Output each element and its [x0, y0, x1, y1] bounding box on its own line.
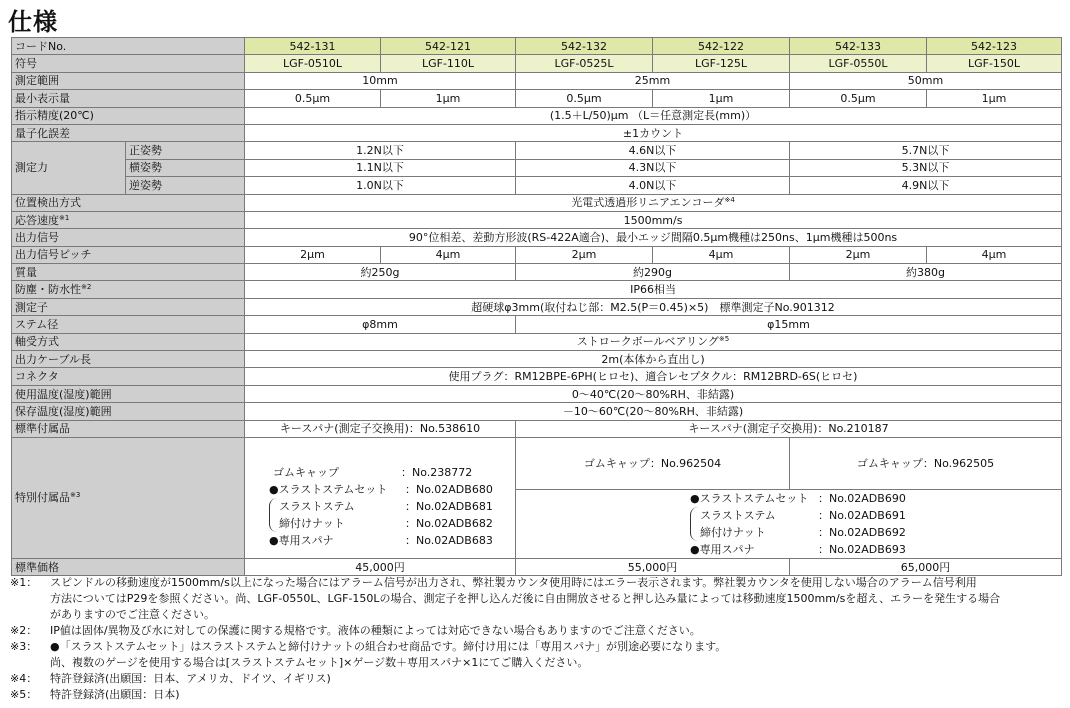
- output-cell: 90°位相差、差動方形波(RS-422A適合)、最小エッジ間隔0.5μm機種は250ns、1μm機種は500ns: [245, 229, 1062, 246]
- label-symbol: 符号: [12, 55, 245, 72]
- resolution-cell: 1μm: [927, 90, 1062, 107]
- footnote-text: ●「スラストステムセット」はスラストステムと締付けナットの組合わせ商品です。締付け用には「専用スパナ」が別途必要になります。: [50, 640, 727, 653]
- detection-text: 光電式透過形リニアエンコーダ: [571, 196, 725, 210]
- code-cell: 542-123: [927, 38, 1062, 55]
- row-pitch: [12, 246, 1062, 263]
- pitch-cell: 4μm: [653, 246, 790, 263]
- code-cell: 542-131: [245, 38, 381, 55]
- spec-table: [11, 37, 1062, 576]
- acc-line: ●専用スパナ ：No.02ADB693: [690, 542, 906, 556]
- row-force-up: [12, 142, 1062, 159]
- mass-cell: 約380g: [790, 264, 1062, 281]
- price-cell: 55,000円: [516, 558, 790, 575]
- row-quantization: [12, 124, 1062, 141]
- resolution-cell: 0.5μm: [790, 90, 927, 107]
- label-cable: 出力ケーブル長: [12, 351, 245, 368]
- code-cell: 542-133: [790, 38, 927, 55]
- resolution-cell: 1μm: [381, 90, 516, 107]
- force-cell: 1.2N以下: [245, 142, 516, 159]
- row-price: [12, 558, 1062, 575]
- row-detection: [12, 194, 1062, 211]
- force-cell: 4.3N以下: [516, 159, 790, 176]
- pitch-cell: 2μm: [245, 246, 381, 263]
- note-ref: ※1: [59, 213, 70, 222]
- acc-line: ●専用スパナ ：No.02ADB683: [269, 534, 493, 548]
- label-response-text: 応答速度: [15, 213, 59, 227]
- connector-cell: 使用プラグ：RM12BPE-6PH(ヒロセ)、適合レセプタクル：RM12BRD-6S(ヒロセ): [245, 368, 1062, 385]
- contact-cell: 超硬球φ3mm(取付ねじ部：M2.5(P＝0.45)×5) 標準測定子No.901312: [245, 298, 1062, 315]
- row-range: [12, 72, 1062, 89]
- label-ip: [12, 281, 245, 298]
- footnote-1-cont: [10, 607, 1065, 623]
- symbol-cell: LGF-0510L: [245, 55, 381, 72]
- label-stem: ステム径: [12, 316, 245, 333]
- bearing-text: ストロークボールベアリング: [576, 335, 719, 349]
- force-cell: 5.7N以下: [790, 142, 1062, 159]
- footnotes: [10, 575, 1065, 703]
- label-pitch: 出力信号ピッチ: [12, 246, 245, 263]
- force-cell: 4.0N以下: [516, 177, 790, 194]
- force-cell: 4.9N以下: [790, 177, 1062, 194]
- page-title: 仕様: [8, 8, 58, 36]
- pitch-cell: 2μm: [516, 246, 653, 263]
- row-opt-acc: [12, 437, 1062, 489]
- opt-acc-group1: [245, 437, 516, 558]
- footnote-text: IP値は固体/異物及び水に対しての保護に関する規格です。液体の種類によっては対応できない場合もありますのでご注意ください。: [50, 624, 701, 637]
- footnote-text: がありますのでご注意ください。: [50, 608, 215, 621]
- detection-cell: [245, 194, 1062, 211]
- footnote-text: 尚、複数のゲージを使用する場合は[スラストステムセット]×ゲージ数＋専用スパナ×1にてご購入ください。: [50, 656, 589, 669]
- label-resolution: 最小表示量: [12, 90, 245, 107]
- label-force-down: 逆姿勢: [126, 177, 245, 194]
- footnote-1-cont: [10, 591, 1065, 607]
- stem-cell: φ8mm: [245, 316, 516, 333]
- acc-line: ●スラストステムセット ：No.02ADB680: [269, 483, 493, 497]
- footnote-text: スピンドルの移動速度が1500mm/s以上になった場合にはアラーム信号が出力され、弊社製カウンタ使用時にはエラー表示されます。弊社製カウンタを使用しない場合のアラーム信号利用: [50, 576, 977, 589]
- row-resolution: [12, 90, 1062, 107]
- op-temp-cell: 0〜40℃(20〜80%RH、非結露): [245, 385, 1062, 402]
- response-cell: 1500mm/s: [245, 211, 1062, 228]
- label-price: 標準価格: [12, 558, 245, 575]
- label-response: [12, 211, 245, 228]
- pitch-cell: 4μm: [381, 246, 516, 263]
- footnote-1: [10, 575, 1065, 591]
- label-bearing: 軸受方式: [12, 333, 245, 350]
- label-range: 測定範囲: [12, 72, 245, 89]
- force-cell: 1.0N以下: [245, 177, 516, 194]
- mass-cell: 約250g: [245, 264, 516, 281]
- footnote-3: [10, 639, 1065, 655]
- resolution-cell: 1μm: [653, 90, 790, 107]
- footnote-text: 特許登録済(出願国：日本、アメリカ、ドイツ、イギリス): [50, 672, 331, 685]
- bearing-cell: [245, 333, 1062, 350]
- label-force-side: 横姿勢: [126, 159, 245, 176]
- note-ref: ※5: [718, 335, 730, 344]
- footnote-tag: ※1：: [10, 576, 38, 589]
- label-accuracy: 指示精度(20℃): [12, 107, 245, 124]
- range-cell: 25mm: [516, 72, 790, 89]
- symbol-cell: LGF-150L: [927, 55, 1062, 72]
- row-accuracy: [12, 107, 1062, 124]
- pitch-cell: 2μm: [790, 246, 927, 263]
- footnote-text: 特許登録済(出願国：日本): [50, 688, 180, 701]
- symbol-cell: LGF-0525L: [516, 55, 653, 72]
- row-connector: [12, 368, 1062, 385]
- symbol-cell: LGF-125L: [653, 55, 790, 72]
- row-std-acc: [12, 420, 1062, 437]
- price-cell: 45,000円: [245, 558, 516, 575]
- code-cell: 542-122: [653, 38, 790, 55]
- label-contact: 測定子: [12, 298, 245, 315]
- std-acc-cell: キースパナ(測定子交換用)：No.538610: [245, 420, 516, 437]
- st-temp-cell: －10〜60℃(20〜80%RH、非結露): [245, 403, 1062, 420]
- label-connector: コネクタ: [12, 368, 245, 385]
- resolution-cell: 0.5μm: [245, 90, 381, 107]
- label-mass: 質量: [12, 264, 245, 281]
- row-op-temp: [12, 385, 1062, 402]
- note-ref: ※4: [724, 196, 735, 205]
- label-op-temp: 使用温度(湿度)範囲: [12, 385, 245, 402]
- code-cell: 542-132: [516, 38, 653, 55]
- force-cell: 4.6N以下: [516, 142, 790, 159]
- acc-line: スラストステム ：No.02ADB691: [700, 508, 906, 522]
- footnote-2: [10, 623, 1065, 639]
- label-quantization: 量子化誤差: [12, 124, 245, 141]
- footnote-5: [10, 687, 1065, 703]
- symbol-cell: LGF-110L: [381, 55, 516, 72]
- footnote-4: [10, 671, 1065, 687]
- row-response: [12, 211, 1062, 228]
- label-opt-acc-text: 特別付属品: [15, 491, 70, 505]
- row-bearing: [12, 333, 1062, 350]
- std-acc-cell: キースパナ(測定子交換用)：No.210187: [516, 420, 1062, 437]
- symbol-cell: LGF-0550L: [790, 55, 927, 72]
- cable-cell: 2m(本体から直出し): [245, 351, 1062, 368]
- acc-line: 締付けナット ：No.02ADB692: [700, 525, 906, 539]
- label-detection: 位置検出方式: [12, 194, 245, 211]
- pitch-cell: 4μm: [927, 246, 1062, 263]
- row-contact: [12, 298, 1062, 315]
- row-force-down: [12, 177, 1062, 194]
- row-ip: [12, 281, 1062, 298]
- row-code: [12, 38, 1062, 55]
- range-cell: 10mm: [245, 72, 516, 89]
- acc-line: 締付けナット ：No.02ADB682: [279, 517, 493, 531]
- label-st-temp: 保存温度(湿度)範囲: [12, 403, 245, 420]
- ip-cell: IP66相当: [245, 281, 1062, 298]
- footnote-tag: ※2：: [10, 624, 38, 637]
- acc-line: ゴムキャップ ：No.238772: [273, 466, 473, 480]
- acc-line: ●スラストステムセット ：No.02ADB690: [690, 491, 906, 505]
- footnote-3-cont: [10, 655, 1065, 671]
- note-ref: ※2: [81, 283, 92, 292]
- bracket-shape: [269, 498, 277, 532]
- bracket-group: [269, 498, 512, 532]
- price-cell: 65,000円: [790, 558, 1062, 575]
- opt-acc-cap2: ゴムキャップ：No.962504: [516, 437, 790, 489]
- bracket-shape: [690, 507, 698, 541]
- opt-acc-cap3: ゴムキャップ：No.962505: [790, 437, 1062, 489]
- label-ip-text: 防塵・防水性: [15, 283, 81, 297]
- accuracy-cell: (1.5＋L/50)μm （L＝任意測定長(mm)）: [245, 107, 1062, 124]
- footnote-tag: ※4：: [10, 672, 38, 685]
- force-cell: 5.3N以下: [790, 159, 1062, 176]
- label-output: 出力信号: [12, 229, 245, 246]
- row-force-side: [12, 159, 1062, 176]
- label-force-up: 正姿勢: [126, 142, 245, 159]
- label-force: 測定力: [12, 142, 126, 194]
- force-cell: 1.1N以下: [245, 159, 516, 176]
- footnote-text: 方法についてはP29を参照ください。尚、LGF-0550L、LGF-150Lの場合、測定子を押し込んだ後に自由開放させると押し込み量によっては移動速度1500mm/sを超え、エラーを発生する場合: [50, 592, 1001, 605]
- row-symbol: [12, 55, 1062, 72]
- bracket-group: [690, 507, 1058, 541]
- opt-acc-group2: [516, 489, 1062, 558]
- code-cell: 542-121: [381, 38, 516, 55]
- acc-line: スラストステム ：No.02ADB681: [279, 500, 493, 514]
- label-std-acc: 標準付属品: [12, 420, 245, 437]
- mass-cell: 約290g: [516, 264, 790, 281]
- label-opt-acc: [12, 437, 245, 558]
- footnote-tag: ※5：: [10, 688, 38, 701]
- label-code: コードNo.: [12, 38, 245, 55]
- note-ref: ※3: [70, 491, 81, 500]
- footnote-tag: ※3：: [10, 640, 38, 653]
- quantization-cell: ±1カウント: [245, 124, 1062, 141]
- stem-cell: φ15mm: [516, 316, 1062, 333]
- row-cable: [12, 351, 1062, 368]
- row-output: [12, 229, 1062, 246]
- resolution-cell: 0.5μm: [516, 90, 653, 107]
- row-stem: [12, 316, 1062, 333]
- row-st-temp: [12, 403, 1062, 420]
- range-cell: 50mm: [790, 72, 1062, 89]
- row-mass: [12, 264, 1062, 281]
